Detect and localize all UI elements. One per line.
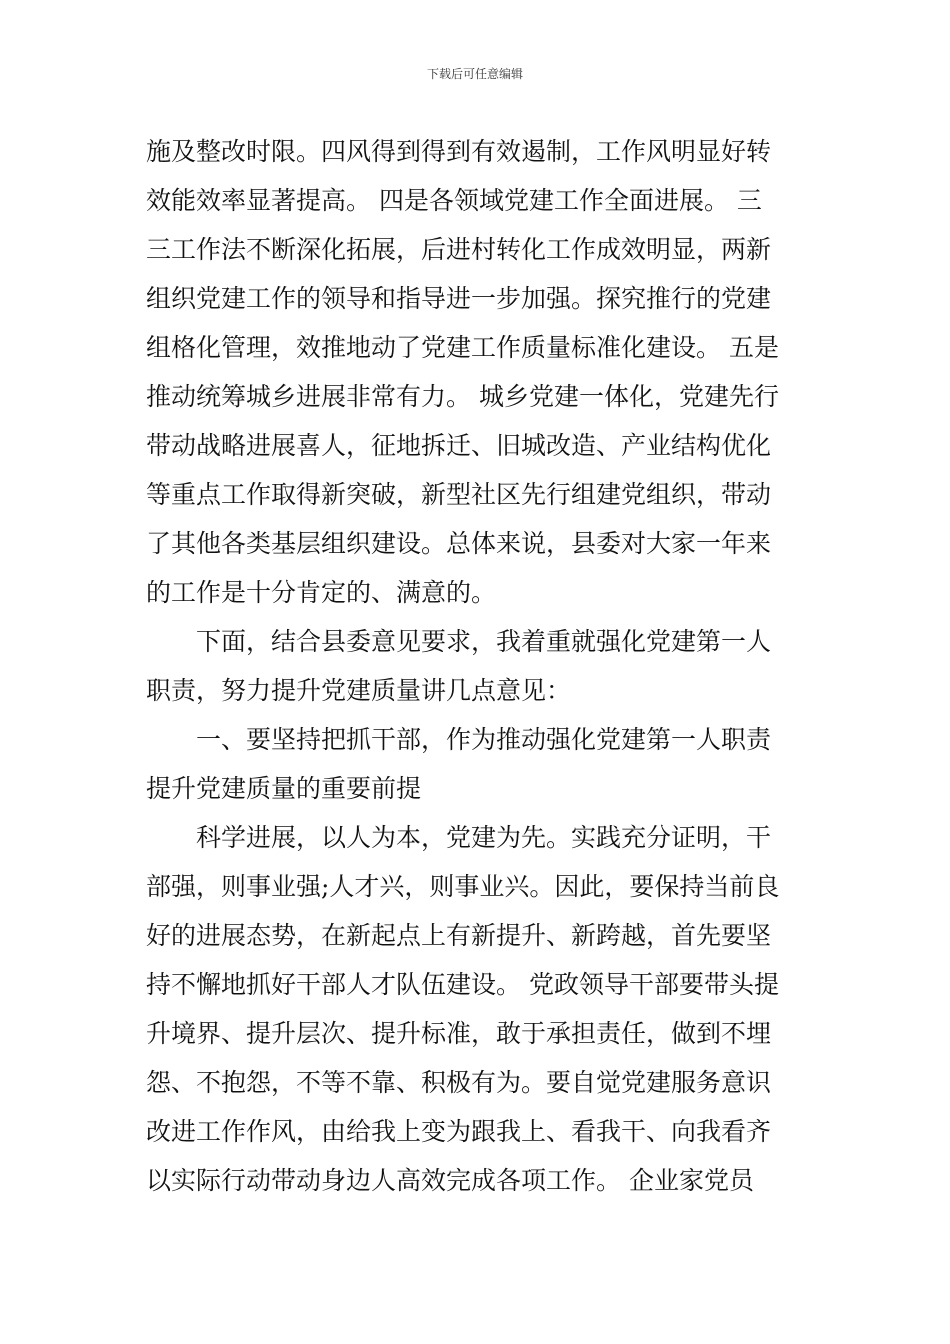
text-line: 施及整改时限。四风得到得到有效遏制，工作风明显好转 xyxy=(146,137,772,166)
text-line: 职责，努力提升党建质量讲几点意见： xyxy=(146,676,572,705)
text-line: 了其他各类基层组织建设。总体来说，县委对大家一年来 xyxy=(146,529,772,558)
text-line: 推动统筹城乡进展非常有力。 城乡党建一体化，党建先行 xyxy=(146,382,779,411)
text-line: 升境界、提升层次、提升标准，敢于承担责任，做到不埋 xyxy=(146,1019,772,1048)
document-body xyxy=(146,127,810,1205)
text-line: 下面，结合县委意见要求，我着重就强化党建第一人 xyxy=(196,627,772,656)
text-line: 科学进展，以人为本，党建为先。实践充分证明，干 xyxy=(196,823,772,852)
text-line: 以实际行动带动身边人高效完成各项工作。 企业家党员 xyxy=(146,1166,754,1195)
text-line: 组格化管理，效推地动了党建工作质量标准化建设。 五是 xyxy=(146,333,779,362)
text-line: 部强，则事业强;人才兴，则事业兴。因此，要保持当前良 xyxy=(146,872,780,901)
text-line: 一、要坚持把抓干部，作为推动强化党建第一人职责 xyxy=(196,725,772,754)
text-line: 组织党建工作的领导和指导进一步加强。探究推行的党建 xyxy=(146,284,772,313)
text-line: 带动战略进展喜人，征地拆迁、旧城改造、产业结构优化 xyxy=(146,431,772,460)
page-header: 下载后可任意编辑 xyxy=(426,67,523,81)
text-line: 好的进展态势，在新起点上有新提升、新跨越，首先要坚 xyxy=(146,921,772,950)
text-line: 三工作法不断深化拓展，后进村转化工作成效明显，两新 xyxy=(146,235,772,264)
text-line: 等重点工作取得新突破，新型社区先行组建党组织，带动 xyxy=(146,480,772,509)
text-line: 效能效率显著提高。 四是各领域党建工作全面进展。 三 xyxy=(146,186,762,215)
text-line: 怨、不抱怨，不等不靠、积极有为。要自觉党建服务意识 xyxy=(146,1068,772,1097)
text-line: 提升党建质量的重要前提 xyxy=(146,774,422,803)
text-line: 的工作是十分肯定的、满意的。 xyxy=(146,578,497,607)
text-line: 持不懈地抓好干部人才队伍建设。 党政领导干部要带头提 xyxy=(146,970,779,999)
text-line: 改进工作作风，由给我上变为跟我上、看我干、向我看齐 xyxy=(146,1117,772,1146)
